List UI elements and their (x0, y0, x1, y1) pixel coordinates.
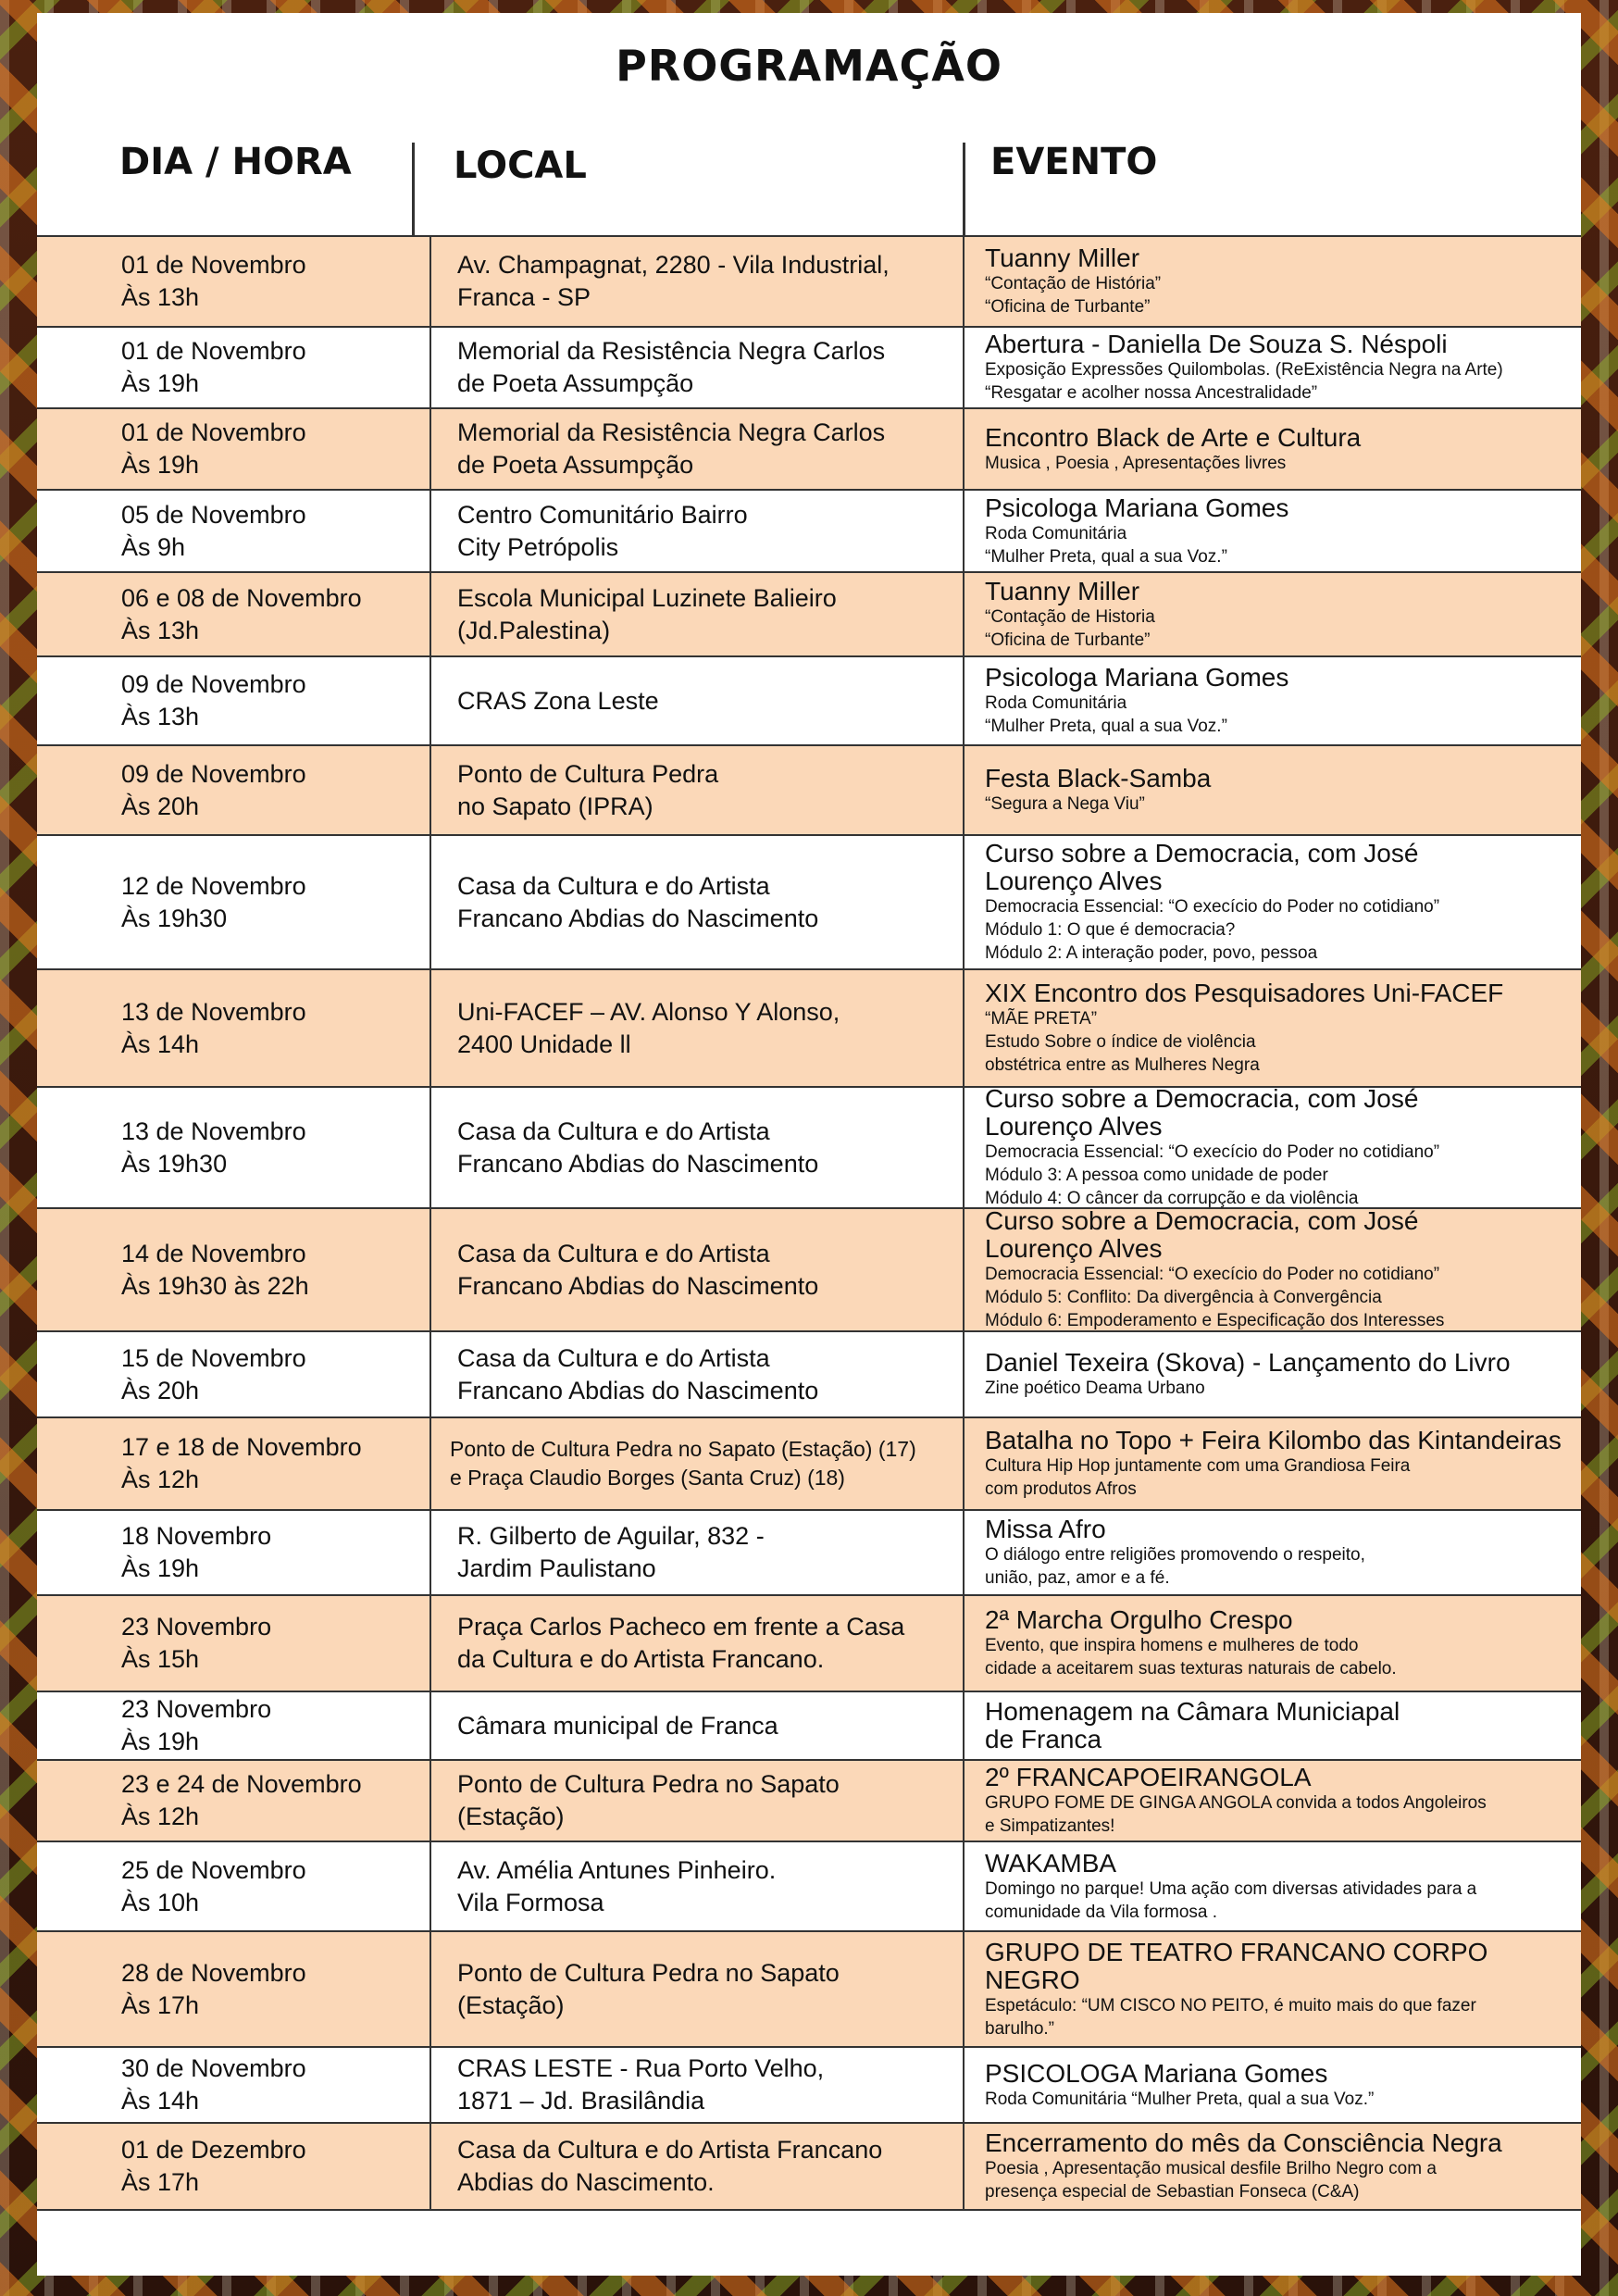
cell-dia-hora (37, 1692, 429, 1759)
local-line: da Cultura e do Artista Francano. (457, 1645, 825, 1673)
dia-hora-line: Às 17h (121, 2168, 200, 2196)
dia-hora-line: Às 9h (121, 532, 186, 561)
cell-dia-hora (37, 1511, 429, 1594)
local-line: Abdias do Nascimento. (457, 2168, 715, 2196)
cell-local (429, 1596, 963, 1691)
dia-hora-line: Às 10h (121, 1888, 200, 1916)
cell-dia-hora (37, 1418, 429, 1509)
event-detail: Módulo 6: Empoderamento e Especificação dos Interesses (985, 1311, 1445, 1330)
dia-hora-line: 09 de Novembro (121, 670, 306, 698)
local-line: Memorial da Resistência Negra Carlos (457, 418, 886, 446)
cell-local (429, 1418, 963, 1509)
local-line: 1871 – Jd. Brasilândia (457, 2087, 705, 2115)
local-line: Casa da Cultura e do Artista (457, 871, 770, 900)
cell-dia-hora (37, 746, 429, 834)
local-line: Av. Champagnat, 2280 - Vila Industrial, (457, 251, 890, 279)
event-title: Curso sobre a Democracia, com José (985, 1209, 1419, 1235)
dia-hora-line: Às 13h (121, 616, 200, 644)
table-row (37, 746, 1581, 836)
event-detail: barulho.” (985, 2018, 1054, 2039)
table-row (37, 1209, 1581, 1332)
dia-hora-line: Às 17h (121, 1990, 200, 2019)
event-detail: “Contação de História” (985, 274, 1162, 293)
event-title: Tuanny Miller (985, 576, 1140, 605)
cell-evento (963, 1418, 1581, 1509)
local-line: Jardim Paulistano (457, 1554, 656, 1582)
event-title: Batalha no Topo + Feira Kilombo das Kintandeiras (985, 1426, 1562, 1454)
cell-evento (963, 970, 1581, 1086)
event-detail: Musica , Poesia , Apresentações livres (985, 453, 1287, 473)
event-title: XIX Encontro dos Pesquisadores Uni-FACEF (985, 979, 1504, 1007)
event-title: NEGRO (985, 1965, 1080, 1994)
event-title: Abertura - Daniella De Souza S. Néspoli (985, 330, 1448, 358)
cell-dia-hora (37, 1088, 429, 1207)
dia-hora-line: 23 e 24 de Novembro (121, 1770, 362, 1798)
event-detail: “MÃE PRETA” (985, 1009, 1098, 1029)
cell-evento (963, 657, 1581, 744)
event-detail: união, paz, amor e a fé. (985, 1568, 1170, 1588)
local-line: Francano Abdias do Nascimento (457, 1271, 819, 1300)
local-line: Franca - SP (457, 283, 591, 311)
dia-hora-line: Às 13h (121, 283, 200, 311)
event-detail: presença especial de Sebastian Fonseca (C&A) (985, 2182, 1360, 2202)
table-row (37, 573, 1581, 657)
table-row (37, 1692, 1581, 1761)
event-title: de Franca (985, 1725, 1102, 1753)
cell-local (429, 1332, 963, 1416)
event-detail: obstétrica entre as Mulheres Negra (985, 1055, 1260, 1075)
dia-hora-line: Às 14h (121, 2087, 200, 2115)
dia-hora-line: 23 Novembro (121, 1613, 272, 1641)
local-line: no Sapato (IPRA) (457, 792, 653, 820)
cell-local (429, 2048, 963, 2122)
event-detail: Módulo 5: Conflito: Da divergência à Convergência (985, 1288, 1382, 1307)
event-title: 2ª Marcha Orgulho Crespo (985, 1605, 1293, 1634)
header-divider (412, 143, 415, 235)
table-row (37, 2048, 1581, 2124)
dia-hora-line: 18 Novembro (121, 1522, 272, 1550)
cell-local (429, 573, 963, 655)
local-line: Ponto de Cultura Pedra no Sapato (457, 1958, 840, 1987)
event-detail: Cultura Hip Hop juntamente com uma Grandiosa Feira (985, 1456, 1411, 1476)
dia-hora-line: Às 14h (121, 1029, 200, 1058)
cell-evento (963, 1088, 1581, 1207)
event-detail: “Contação de Historia (985, 606, 1155, 627)
local-line: CRAS LESTE - Rua Porto Velho, (457, 2054, 825, 2082)
event-detail: “Oficina de Turbante” (985, 630, 1151, 650)
dia-hora-line: Às 19h (121, 1554, 200, 1582)
local-line: de Poeta Assumpção (457, 369, 694, 397)
event-detail: Zine poético Deama Urbano (985, 1379, 1205, 1398)
dia-hora-line: 13 de Novembro (121, 1117, 306, 1145)
table-row (37, 1596, 1581, 1692)
dia-hora-line: Às 19h (121, 451, 200, 479)
dia-hora-line: Às 20h (121, 1376, 200, 1404)
cell-evento (963, 491, 1581, 571)
event-detail: Democracia Essencial: “O execício do Poder no cotidiano” (985, 1265, 1440, 1284)
cell-evento (963, 2048, 1581, 2122)
event-detail: O diálogo entre religiões promovendo o respeito, (985, 1545, 1365, 1565)
cell-dia-hora (37, 657, 429, 744)
event-detail: Exposição Expressões Quilombolas. (ReExistência Negra na Arte) (985, 360, 1503, 380)
dia-hora-line: 14 de Novembro (121, 1239, 306, 1267)
event-title: 2º FRANCAPOEIRANGOLA (985, 1763, 1312, 1791)
header-local: LOCAL (454, 144, 587, 187)
event-title: Curso sobre a Democracia, com José (985, 1088, 1419, 1113)
cell-local (429, 1088, 963, 1207)
cell-local (429, 2124, 963, 2209)
table-row (37, 491, 1581, 573)
cell-evento (963, 409, 1581, 489)
event-detail: “Mulher Preta, qual a sua Voz.” (985, 717, 1227, 736)
event-detail: Módulo 3: A pessoa como unidade de poder (985, 1166, 1328, 1185)
table-row (37, 237, 1581, 328)
dia-hora-line: 23 Novembro (121, 1695, 272, 1723)
event-detail: Democracia Essencial: “O execício do Poder no cotidiano” (985, 897, 1440, 917)
dia-hora-line: 30 de Novembro (121, 2054, 306, 2082)
event-detail: Roda Comunitária (985, 523, 1127, 543)
cell-dia-hora (37, 1761, 429, 1841)
cell-dia-hora (37, 237, 429, 326)
event-detail: “Oficina de Turbante” (985, 297, 1151, 317)
dia-hora-line: 12 de Novembro (121, 871, 306, 900)
cell-evento (963, 328, 1581, 407)
event-detail: e Simpatizantes! (985, 1816, 1115, 1836)
event-title: GRUPO DE TEATRO FRANCANO CORPO (985, 1937, 1488, 1966)
dia-hora-line: Às 20h (121, 792, 200, 820)
local-line: Praça Carlos Pacheco em frente a Casa (457, 1613, 905, 1641)
cell-dia-hora (37, 573, 429, 655)
event-detail: Democracia Essencial: “O execício do Poder no cotidiano” (985, 1142, 1440, 1162)
event-detail: Evento, que inspira homens e mulheres de todo (985, 1636, 1359, 1655)
cell-evento (963, 1692, 1581, 1759)
event-detail: Roda Comunitária (985, 693, 1127, 713)
cell-local (429, 237, 963, 326)
local-line: Casa da Cultura e do Artista (457, 1239, 770, 1267)
cell-dia-hora (37, 491, 429, 571)
dia-hora-line: Às 19h30 (121, 1149, 228, 1178)
local-line: (Estação) (457, 1990, 565, 2019)
cell-evento (963, 1761, 1581, 1841)
local-line: Av. Amélia Antunes Pinheiro. (457, 1855, 777, 1884)
event-detail: Módulo 4: O câncer da corrupção e da violência (985, 1189, 1359, 1207)
event-detail: “Resgatar e acolher nossa Ancestralidade” (985, 383, 1318, 403)
table-row (37, 409, 1581, 491)
local-line: 2400 Unidade ll (457, 1029, 631, 1058)
cell-local (429, 970, 963, 1086)
event-title: Lourenço Alves (985, 1112, 1163, 1141)
dia-hora-line: 01 de Novembro (121, 418, 306, 446)
local-line: Centro Comunitário Bairro (457, 500, 748, 529)
table-row (37, 1932, 1581, 2048)
local-line: Ponto de Cultura Pedra (457, 759, 719, 788)
event-title: Lourenço Alves (985, 1234, 1163, 1263)
local-line: CRAS Zona Leste (457, 686, 659, 715)
table-row (37, 328, 1581, 409)
event-detail: cidade a aceitarem suas texturas naturais de cabelo. (985, 1659, 1397, 1678)
cell-dia-hora (37, 2124, 429, 2209)
cell-local (429, 836, 963, 968)
local-line: Francano Abdias do Nascimento (457, 1376, 819, 1404)
event-detail: com produtos Afros (985, 1479, 1137, 1499)
cell-dia-hora (37, 1209, 429, 1330)
event-detail: Módulo 1: O que é democracia? (985, 920, 1236, 940)
local-line: City Petrópolis (457, 532, 619, 561)
dia-hora-line: 05 de Novembro (121, 500, 306, 529)
dia-hora-line: 09 de Novembro (121, 759, 306, 788)
table-row (37, 1418, 1581, 1511)
local-line: e Praça Claudio Borges (Santa Cruz) (18) (450, 1466, 845, 1490)
local-line: de Poeta Assumpção (457, 451, 694, 479)
cell-local (429, 491, 963, 571)
cell-local (429, 746, 963, 834)
cell-evento (963, 746, 1581, 834)
cell-local (429, 657, 963, 744)
local-line: Casa da Cultura e do Artista (457, 1343, 770, 1372)
dia-hora-line: Às 19h (121, 1728, 200, 1755)
dia-hora-line: Às 15h (121, 1645, 200, 1673)
event-detail: Módulo 2: A interação poder, povo, pessoa (985, 943, 1318, 963)
local-line: Vila Formosa (457, 1888, 604, 1916)
local-line: (Estação) (457, 1803, 565, 1830)
dia-hora-line: Às 13h (121, 703, 200, 730)
cell-evento (963, 1596, 1581, 1691)
cell-local (429, 409, 963, 489)
cell-local (429, 1932, 963, 2046)
event-detail: Domingo no parque! Uma ação com diversas atividades para a (985, 1878, 1477, 1899)
event-title: Encerramento do mês da Consciência Negra (985, 2128, 1502, 2157)
event-title: Daniel Texeira (Skova) - Lançamento do Livro (985, 1348, 1511, 1377)
dia-hora-line: 06 e 08 de Novembro (121, 583, 362, 612)
dia-hora-line: 01 de Novembro (121, 251, 306, 279)
table-row (37, 970, 1581, 1088)
cell-local (429, 328, 963, 407)
page-title: PROGRAMAÇÃO (616, 41, 1002, 91)
header-divider (963, 143, 965, 235)
event-detail: “Segura a Nega Viu” (985, 794, 1145, 814)
dia-hora-line: Às 12h (121, 1803, 200, 1830)
local-line: Ponto de Cultura Pedra no Sapato (457, 1770, 840, 1798)
table-row (37, 836, 1581, 970)
table-row (37, 2124, 1581, 2211)
header-evento: EVENTO (990, 141, 1158, 183)
cell-dia-hora (37, 2048, 429, 2122)
cell-evento (963, 1332, 1581, 1416)
event-title: PSICOLOGA Mariana Gomes (985, 2058, 1328, 2088)
event-title: Encontro Black de Arte e Cultura (985, 422, 1362, 452)
cell-local (429, 1692, 963, 1759)
event-title: Psicologa Mariana Gomes (985, 493, 1289, 522)
cell-dia-hora (37, 1596, 429, 1691)
event-title: Homenagem na Câmara Municiapal (985, 1697, 1400, 1726)
event-detail: GRUPO FOME DE GINGA ANGOLA convida a todos Angoleiros (985, 1793, 1487, 1813)
local-line: Memorial da Resistência Negra Carlos (457, 337, 886, 365)
event-detail: “Mulher Preta, qual a sua Voz.” (985, 546, 1227, 567)
local-line: R. Gilberto de Aguilar, 832 - (457, 1522, 765, 1550)
table-row (37, 1842, 1581, 1932)
dia-hora-line: 01 de Novembro (121, 337, 306, 365)
local-line: Casa da Cultura e do Artista Francano (457, 2136, 883, 2164)
cell-evento (963, 836, 1581, 968)
dia-hora-line: Às 19h (121, 369, 200, 397)
cell-evento (963, 2124, 1581, 2209)
schedule-sheet (37, 13, 1581, 2276)
event-title: Missa Afro (985, 1515, 1106, 1543)
event-detail: Poesia , Apresentação musical desfile Brilho Negro com a (985, 2159, 1437, 2178)
cell-evento (963, 237, 1581, 326)
local-line: Ponto de Cultura Pedra no Sapato (Estação) (17) (450, 1437, 916, 1461)
cell-local (429, 1842, 963, 1930)
cell-dia-hora (37, 836, 429, 968)
cell-local (429, 1511, 963, 1594)
cell-dia-hora (37, 328, 429, 407)
local-line: Escola Municipal Luzinete Balieiro (457, 583, 837, 612)
local-line: (Jd.Palestina) (457, 616, 611, 644)
table-row (37, 1761, 1581, 1842)
local-line: Casa da Cultura e do Artista (457, 1117, 770, 1145)
schedule-table (37, 235, 1581, 2211)
dia-hora-line: Às 19h30 às 22h (121, 1271, 309, 1300)
event-title: Tuanny Miller (985, 243, 1140, 272)
cell-dia-hora (37, 1842, 429, 1930)
local-line: Câmara municipal de Franca (457, 1711, 778, 1740)
dia-hora-line: 13 de Novembro (121, 997, 306, 1026)
dia-hora-line: 25 de Novembro (121, 1855, 306, 1884)
table-row (37, 657, 1581, 746)
dia-hora-line: 28 de Novembro (121, 1958, 306, 1987)
cell-dia-hora (37, 1932, 429, 2046)
event-detail: Espetáculo: “UM CISCO NO PEITO, é muito mais do que fazer (985, 1995, 1476, 2015)
table-row (37, 1332, 1581, 1418)
local-line: Francano Abdias do Nascimento (457, 1149, 819, 1178)
cell-evento (963, 1932, 1581, 2046)
event-title: Lourenço Alves (985, 867, 1163, 895)
cell-evento (963, 1209, 1581, 1330)
dia-hora-line: Às 12h (121, 1466, 200, 1493)
cell-dia-hora (37, 970, 429, 1086)
cell-dia-hora (37, 1332, 429, 1416)
cell-dia-hora (37, 409, 429, 489)
event-title: Psicologa Mariana Gomes (985, 663, 1289, 692)
dia-hora-line: 15 de Novembro (121, 1343, 306, 1372)
cell-evento (963, 1842, 1581, 1930)
cell-evento (963, 1511, 1581, 1594)
cell-local (429, 1761, 963, 1841)
header-dia-hora: DIA / HORA (119, 141, 352, 183)
cell-evento (963, 573, 1581, 655)
event-title: Curso sobre a Democracia, com José (985, 839, 1419, 867)
table-row (37, 1511, 1581, 1596)
local-line: Francano Abdias do Nascimento (457, 904, 819, 932)
dia-hora-line: 01 de Dezembro (121, 2136, 306, 2164)
dia-hora-line: 17 e 18 de Novembro (121, 1433, 362, 1461)
event-detail: comunidade da Vila formosa . (985, 1902, 1218, 1922)
dia-hora-line: Às 19h30 (121, 904, 228, 932)
event-detail: Estudo Sobre o índice de violência (985, 1032, 1256, 1052)
local-line: Uni-FACEF – AV. Alonso Y Alonso, (457, 997, 840, 1026)
event-title: WAKAMBA (985, 1848, 1117, 1878)
cell-local (429, 1209, 963, 1330)
event-detail: Roda Comunitária “Mulher Preta, qual a sua Voz.” (985, 2089, 1375, 2109)
event-title: Festa Black-Samba (985, 764, 1212, 792)
table-row (37, 1088, 1581, 1209)
